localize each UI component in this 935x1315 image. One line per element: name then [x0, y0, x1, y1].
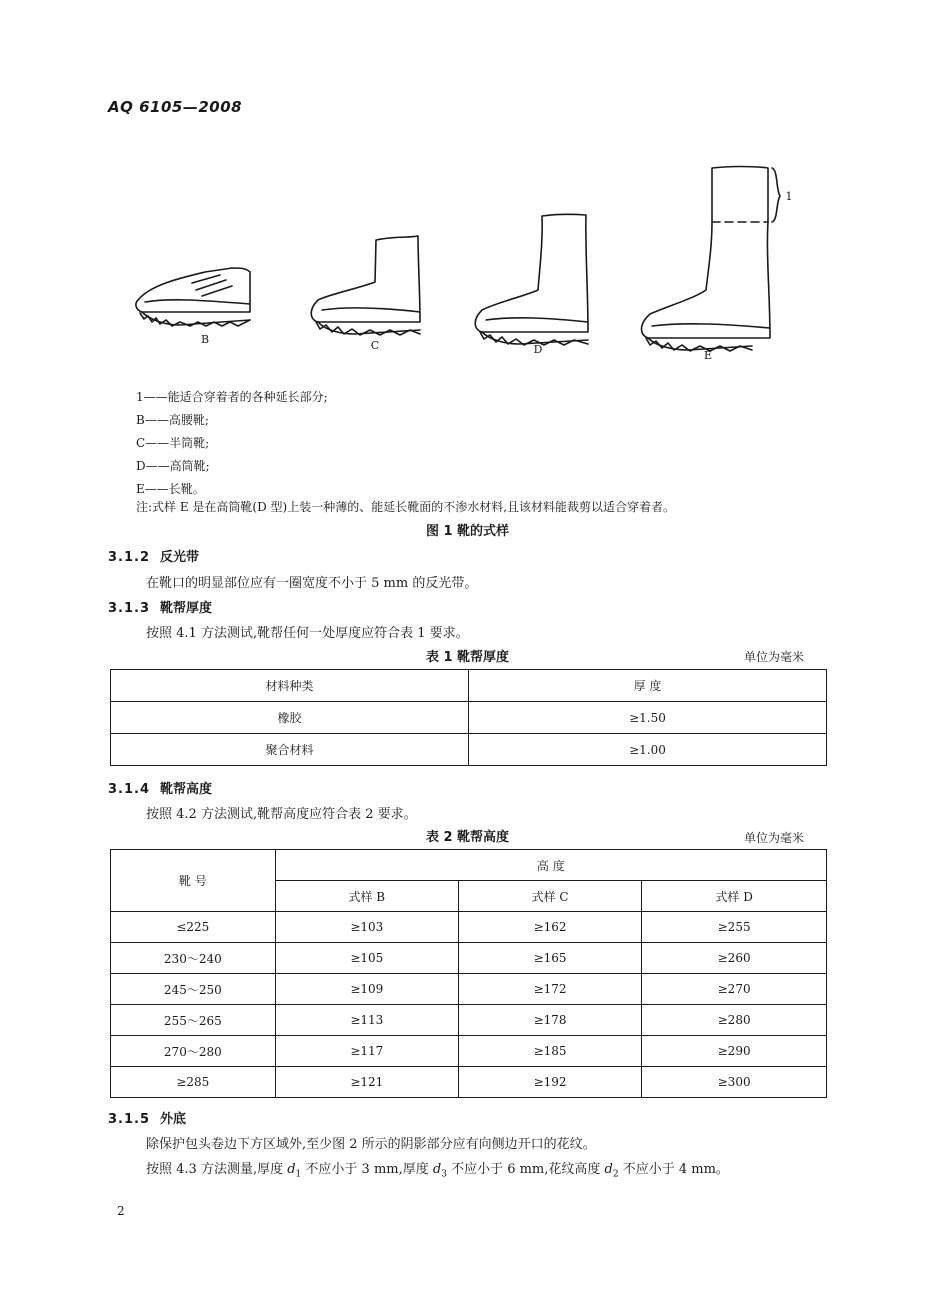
table-row — [111, 1067, 827, 1098]
table-cell: ≥172 — [458, 974, 641, 1005]
section-number: 3.1.2 — [108, 550, 151, 565]
table-cell: ≥285 — [111, 1067, 276, 1098]
section-title: 反光带 — [160, 550, 200, 565]
table-row — [111, 974, 827, 1005]
section-text-3-1-5-b — [146, 1158, 729, 1180]
figure-note: 注:式样 E 是在高筒靴(D 型)上装一种薄的、能延长靴面的不渗水材料,且该材料能裁剪以适合穿着者。 — [136, 500, 676, 514]
table-cell: ≥105 — [275, 943, 458, 974]
boot-d-label: D — [533, 343, 543, 356]
table-cell: 270～280 — [111, 1036, 276, 1067]
section-number: 3.1.5 — [108, 1112, 151, 1127]
table-cell: ≥113 — [275, 1005, 458, 1036]
table2-unit: 单位为毫米 — [744, 831, 805, 845]
table-cell: 255～265 — [111, 1005, 276, 1036]
section-title: 靴帮厚度 — [160, 601, 213, 616]
table-row — [111, 912, 827, 943]
table-cell: ≥117 — [275, 1036, 458, 1067]
legend-item: B——高腰靴; — [136, 413, 209, 427]
table-header-cell: 式样 C — [458, 881, 641, 912]
section-heading-3-1-2 — [108, 546, 199, 565]
table-header-cell: 材料种类 — [111, 670, 469, 702]
section-text-3-1-3: 按照 4.1 方法测试,靴帮任何一处厚度应符合表 1 要求。 — [146, 626, 469, 641]
section-number: 3.1.3 — [108, 601, 151, 616]
table-row — [111, 943, 827, 974]
table2 — [110, 849, 827, 1098]
table-cell: ≥280 — [642, 1005, 827, 1036]
table-header-cell: 厚 度 — [469, 670, 827, 702]
var-d3-sub: 3 — [441, 1169, 447, 1180]
table-cell: ≤225 — [111, 912, 276, 943]
table-cell: ≥260 — [642, 943, 827, 974]
boot-styles-figure — [0, 160, 935, 380]
section-title: 外底 — [160, 1112, 187, 1127]
table-row — [111, 1005, 827, 1036]
table-cell: ≥300 — [642, 1067, 827, 1098]
table-cell: ≥192 — [458, 1067, 641, 1098]
table-header-row — [111, 670, 827, 702]
section-text-3-1-5-a: 除保护包头卷边下方区域外,至少图 2 所示的阴影部分应有向侧边开口的花纹。 — [146, 1137, 596, 1152]
section-heading-3-1-3 — [108, 597, 212, 616]
boot-b-drawing — [136, 268, 250, 326]
legend-item: E——长靴。 — [136, 482, 205, 496]
table-cell: ≥1.50 — [469, 702, 827, 734]
table-header-cell: 式样 D — [642, 881, 827, 912]
legend-item: C——半筒靴; — [136, 436, 210, 450]
table-cell: ≥185 — [458, 1036, 641, 1067]
boot-e-label: E — [703, 349, 713, 362]
var-d2-sub: 2 — [612, 1169, 619, 1180]
table-cell: ≥270 — [642, 974, 827, 1005]
section-text-3-1-2: 在靴口的明显部位应有一圈宽度不小于 5 mm 的反光带。 — [146, 576, 478, 591]
legend-item: D——高筒靴; — [136, 459, 210, 473]
table1-caption: 表 1 靴帮厚度 — [425, 650, 510, 665]
boot-c-drawing — [311, 236, 420, 335]
table-cell: 橡胶 — [111, 702, 469, 734]
table1 — [110, 669, 827, 766]
table-cell: ≥165 — [458, 943, 641, 974]
legend-item: 1——能适合穿着者的各种延长部分; — [136, 390, 328, 404]
table-cell: ≥178 — [458, 1005, 641, 1036]
text-run: 不应小于 6 mm,花纹高度 — [446, 1162, 605, 1177]
var-d1-sub: 1 — [295, 1169, 302, 1180]
table-cell: ≥1.00 — [469, 734, 827, 766]
table-header-cell: 高 度 — [275, 850, 826, 881]
var-d1: d — [287, 1162, 296, 1177]
section-title: 靴帮高度 — [160, 782, 213, 797]
text-run: 不应小于 3 mm,厚度 — [301, 1162, 433, 1177]
table2-caption: 表 2 靴帮高度 — [425, 830, 510, 845]
section-text-3-1-4: 按照 4.2 方法测试,靴帮高度应符合表 2 要求。 — [146, 807, 417, 822]
table1-unit: 单位为毫米 — [744, 650, 805, 664]
figure-legend — [136, 386, 328, 501]
figure-caption: 图 1 靴的式样 — [425, 524, 510, 539]
boot-b-label: B — [200, 333, 210, 346]
page-number: 2 — [117, 1204, 125, 1218]
boot-e-drawing — [642, 167, 781, 352]
table-cell: ≥103 — [275, 912, 458, 943]
table-cell: 230～240 — [111, 943, 276, 974]
section-number: 3.1.4 — [108, 782, 151, 797]
table-header-cell: 式样 B — [275, 881, 458, 912]
table-cell: ≥255 — [642, 912, 827, 943]
table-cell: ≥290 — [642, 1036, 827, 1067]
boot-c-label: C — [370, 339, 380, 352]
table-header-cell: 靴 号 — [111, 850, 276, 912]
table-cell: ≥162 — [458, 912, 641, 943]
table-cell: ≥121 — [275, 1067, 458, 1098]
table-cell: 聚合材料 — [111, 734, 469, 766]
text-run: 按照 4.3 方法测量,厚度 — [146, 1162, 288, 1177]
table-cell: ≥109 — [275, 974, 458, 1005]
table-row — [111, 702, 827, 734]
table-cell: 245～250 — [111, 974, 276, 1005]
var-d3: d — [432, 1162, 442, 1177]
text-run: 不应小于 4 mm。 — [618, 1162, 729, 1177]
table-row — [111, 734, 827, 766]
table-header-row — [111, 850, 827, 881]
boot-d-drawing — [475, 214, 588, 345]
table-row — [111, 1036, 827, 1067]
section-heading-3-1-5 — [108, 1108, 186, 1127]
document-code: AQ 6105—2008 — [108, 98, 243, 116]
section-heading-3-1-4 — [108, 778, 212, 797]
var-d2: d — [604, 1162, 613, 1177]
extension-label: 1 — [785, 190, 793, 203]
